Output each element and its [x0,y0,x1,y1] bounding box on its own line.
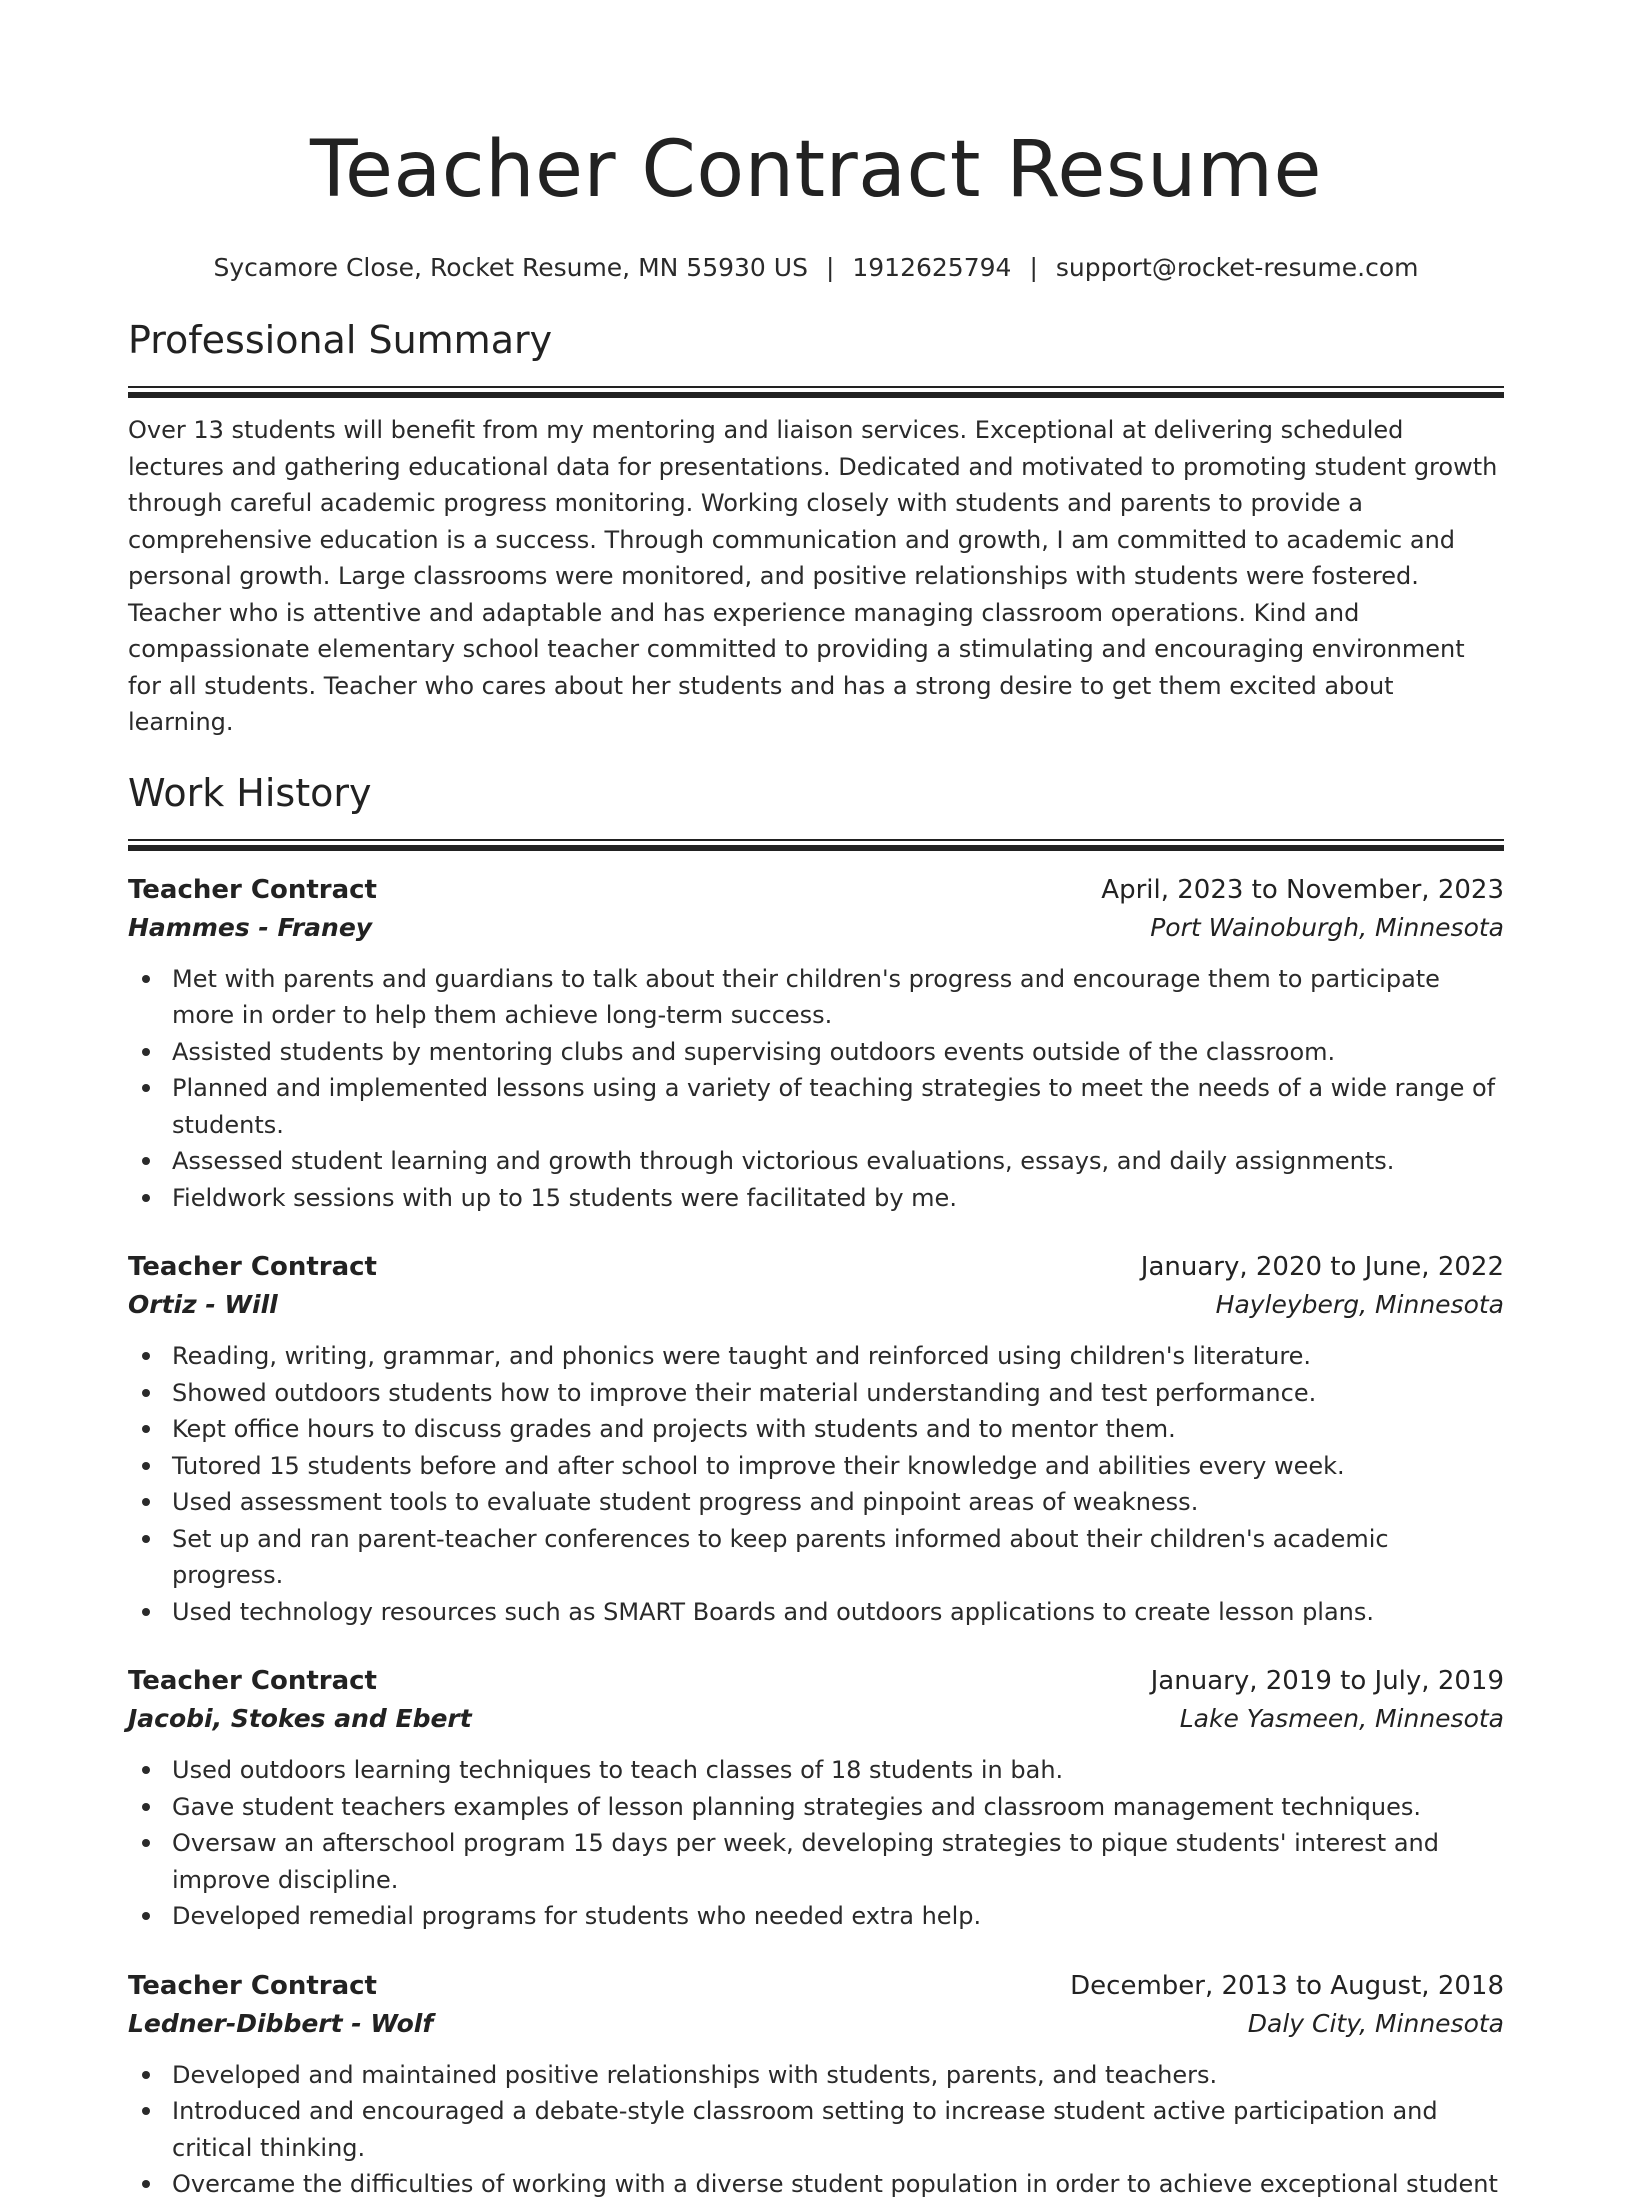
professional-summary-section [128,314,1504,741]
job-duty: Tutored 15 students before and after school to improve their knowledge and abilities every week. [172,1448,1504,1485]
job-location: Lake Yasmeen, Minnesota [1179,1704,1504,1733]
job-duty: Set up and ran parent-teacher conferences to keep parents informed about their children's academic progress. [172,1521,1504,1594]
job-title: Teacher Contract [128,1252,377,1282]
job-company: Hammes - Franey [128,912,373,942]
job-duties-list [128,961,1504,1217]
job-duty: Oversaw an afterschool program 15 days per week, developing strategies to pique students' interest and improve discipline. [172,1825,1504,1898]
job-entry [128,1662,1504,1935]
job-title: Teacher Contract [128,874,377,905]
section-title-summary: Professional Summary [128,318,553,362]
job-location: Hayleyberg, Minnesota [1215,1290,1504,1319]
job-location: Daly City, Minnesota [1247,2008,1504,2038]
contact-line [128,250,1504,286]
contact-separator: | [1029,253,1038,282]
job-duty: Used technology resources such as SMART Boards and outdoors applications to create lesson plans. [172,1594,1504,1631]
job-duty: Assisted students by mentoring clubs and supervising outdoors events outside of the classroom. [172,1034,1504,1071]
section-divider [128,386,1504,398]
summary-text: Over 13 students will benefit from my mentoring and liaison services. Exceptional at delivering scheduled lectures and gathering educational data for presentations. Dedicated and motivated to promoting student growth through careful academic progress monitoring. Working closely with students and parents to provide a comprehensive education is a success. Through communication and growth, I am committed to academic and personal growth. Large classrooms were monitored, and positive relationships with students were fostered. Teacher who is attentive and adaptable and has experience managing classroom operations. Kind and compassionate elementary school teacher committed to providing a stimulating and encouraging environment for all students. Teacher who cares about her students and has a strong desire to get them excited about learning. [128,416,1498,736]
job-dates: January, 2019 to July, 2019 [1150,1666,1504,1696]
job-duty: Kept office hours to discuss grades and projects with students and to mentor them. [172,1411,1504,1448]
job-dates: December, 2013 to August, 2018 [1070,1970,1504,2001]
job-entry [128,871,1504,1217]
job-duties-list [128,1752,1504,1935]
resume-page [128,0,1504,2203]
job-duty: Used assessment tools to evaluate student progress and pinpoint areas of weakness. [172,1484,1504,1521]
job-entry [128,1248,1504,1630]
section-divider [128,839,1504,851]
job-duties-list [128,2057,1504,2203]
job-dates: April, 2023 to November, 2023 [1101,874,1504,905]
job-dates: January, 2020 to June, 2022 [1140,1252,1504,1282]
job-duty: Developed remedial programs for students who needed extra help. [172,1898,1504,1935]
job-duty: Assessed student learning and growth through victorious evaluations, essays, and daily assignments. [172,1143,1504,1180]
contact-email: support@rocket-resume.com [1055,253,1419,282]
contact-address: Sycamore Close, Rocket Resume, MN 55930 US [213,253,808,282]
job-duty: Gave student teachers examples of lesson planning strategies and classroom management techniques. [172,1789,1504,1826]
job-duty: Overcame the difficulties of working with a diverse student population in order to achieve exceptional student [172,2166,1504,2203]
contact-phone: 1912625794 [852,253,1012,282]
job-duty: Fieldwork sessions with up to 15 students were facilitated by me. [172,1180,1504,1217]
section-title-work-history: Work History [128,770,372,815]
job-title: Teacher Contract [128,1666,377,1696]
job-duties-list [128,1338,1504,1630]
job-entry [128,1967,1504,2203]
job-duty: Showed outdoors students how to improve their material understanding and test performance. [172,1375,1504,1412]
resume-title: Teacher Contract Resume [310,125,1322,215]
job-company: Ortiz - Will [128,1290,278,1319]
job-duty: Met with parents and guardians to talk about their children's progress and encourage them to participate more in order to help them achieve long-term success. [172,961,1504,1034]
job-duty: Developed and maintained positive relationships with students, parents, and teachers. [172,2057,1504,2094]
job-duty: Reading, writing, grammar, and phonics were taught and reinforced using children's literature. [172,1338,1504,1375]
contact-separator: | [825,253,835,282]
work-history-section [128,767,1504,2203]
job-company: Jacobi, Stokes and Ebert [128,1704,472,1733]
job-company: Ledner-Dibbert - Wolf [128,2008,434,2038]
job-title: Teacher Contract [128,1970,377,2001]
job-duty: Used outdoors learning techniques to teach classes of 18 students in bah. [172,1752,1504,1789]
job-duty: Planned and implemented lessons using a variety of teaching strategies to meet the needs of a wide range of students. [172,1070,1504,1143]
job-duty: Introduced and encouraged a debate-style classroom setting to increase student active participation and critical thinking. [172,2093,1504,2166]
job-location: Port Wainoburgh, Minnesota [1150,912,1504,942]
